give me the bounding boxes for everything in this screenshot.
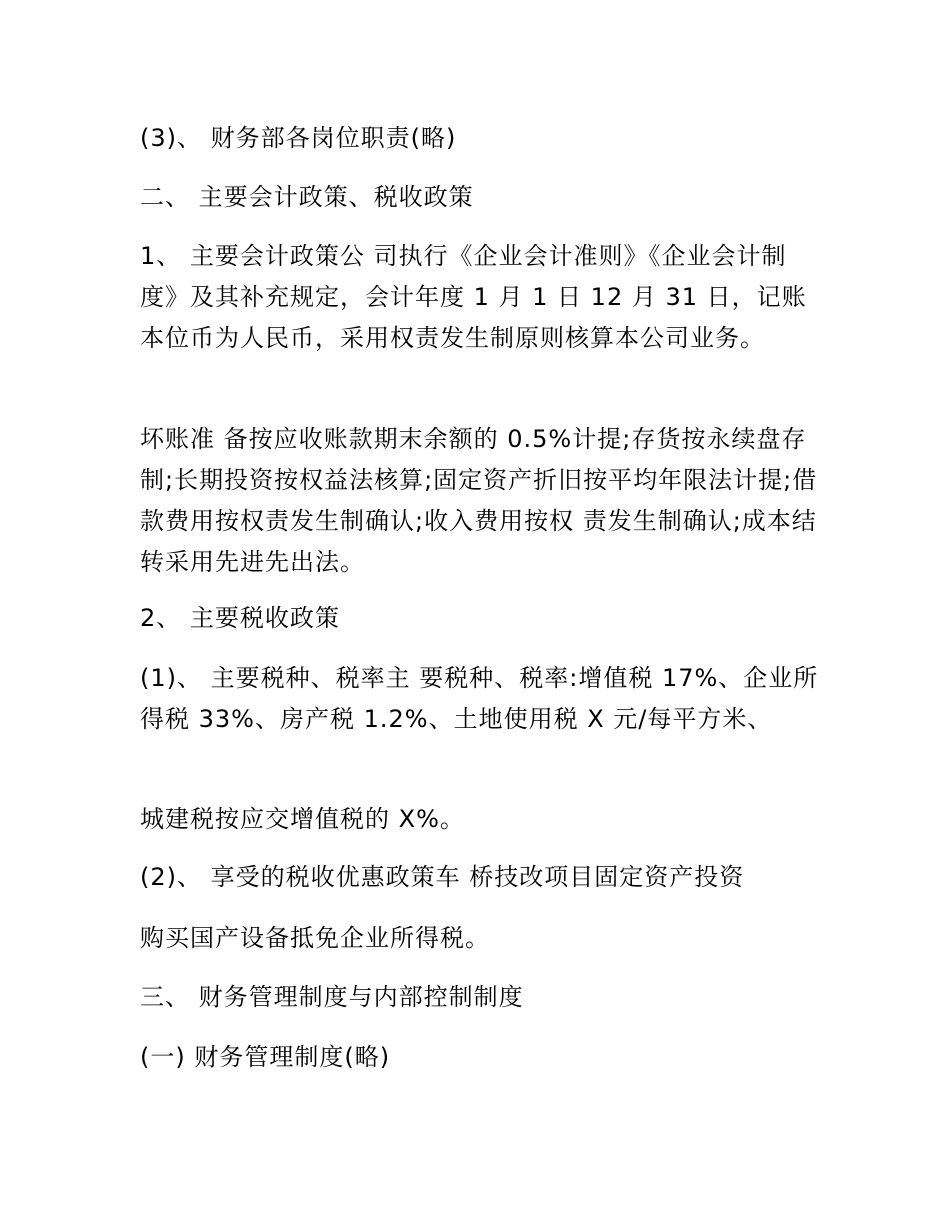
paragraph-tax-incentives: (2)、 享受的税收优惠政策车 桥技改项目固定资产投资 (140, 863, 745, 891)
heading-tax-policies: 2、 主要税收政策 (140, 604, 340, 632)
paragraph-bad-debt-provision: 坏账准 备按应收账款期末余额的 0.5%计提;存货按永续盘存制;长期投资按权益法核算;固定资产折旧按平均年限法计提;借款费用按权责发生制确认;收入费用按权 责发生制确认;成本结转采用先进先出法。 (140, 425, 818, 576)
heading-accounting-tax-policies: 二、 主要会计政策、税收政策 (140, 183, 474, 211)
paragraph-city-construction-tax: 城建税按应交增值税的 X%。 (140, 805, 465, 833)
paragraph-accounting-policies: 1、 主要会计政策公 司执行《企业会计准则》《企业会计制度》及其补充规定，会计年度 1 月 1 日 12 月 31 日，记账本位币为人民币，采用权责发生制原则核算本公司业务。 (140, 242, 807, 352)
heading-financial-management-systems: 三、 财务管理制度与内部控制制度 (140, 983, 524, 1011)
paragraph-equipment-tax-credit: 购买国产设备抵免企业所得税。 (140, 924, 490, 952)
paragraph-section-3-duties: (3)、 财务部各岗位职责(略) (140, 124, 457, 152)
paragraph-financial-management: (一) 财务管理制度(略) (140, 1043, 391, 1071)
paragraph-tax-rates: (1)、 主要税种、税率主 要税种、税率:增值税 17%、企业所得税 33%、房产税 1.2%、土地使用税 X 元/每平方米、 (140, 664, 819, 733)
